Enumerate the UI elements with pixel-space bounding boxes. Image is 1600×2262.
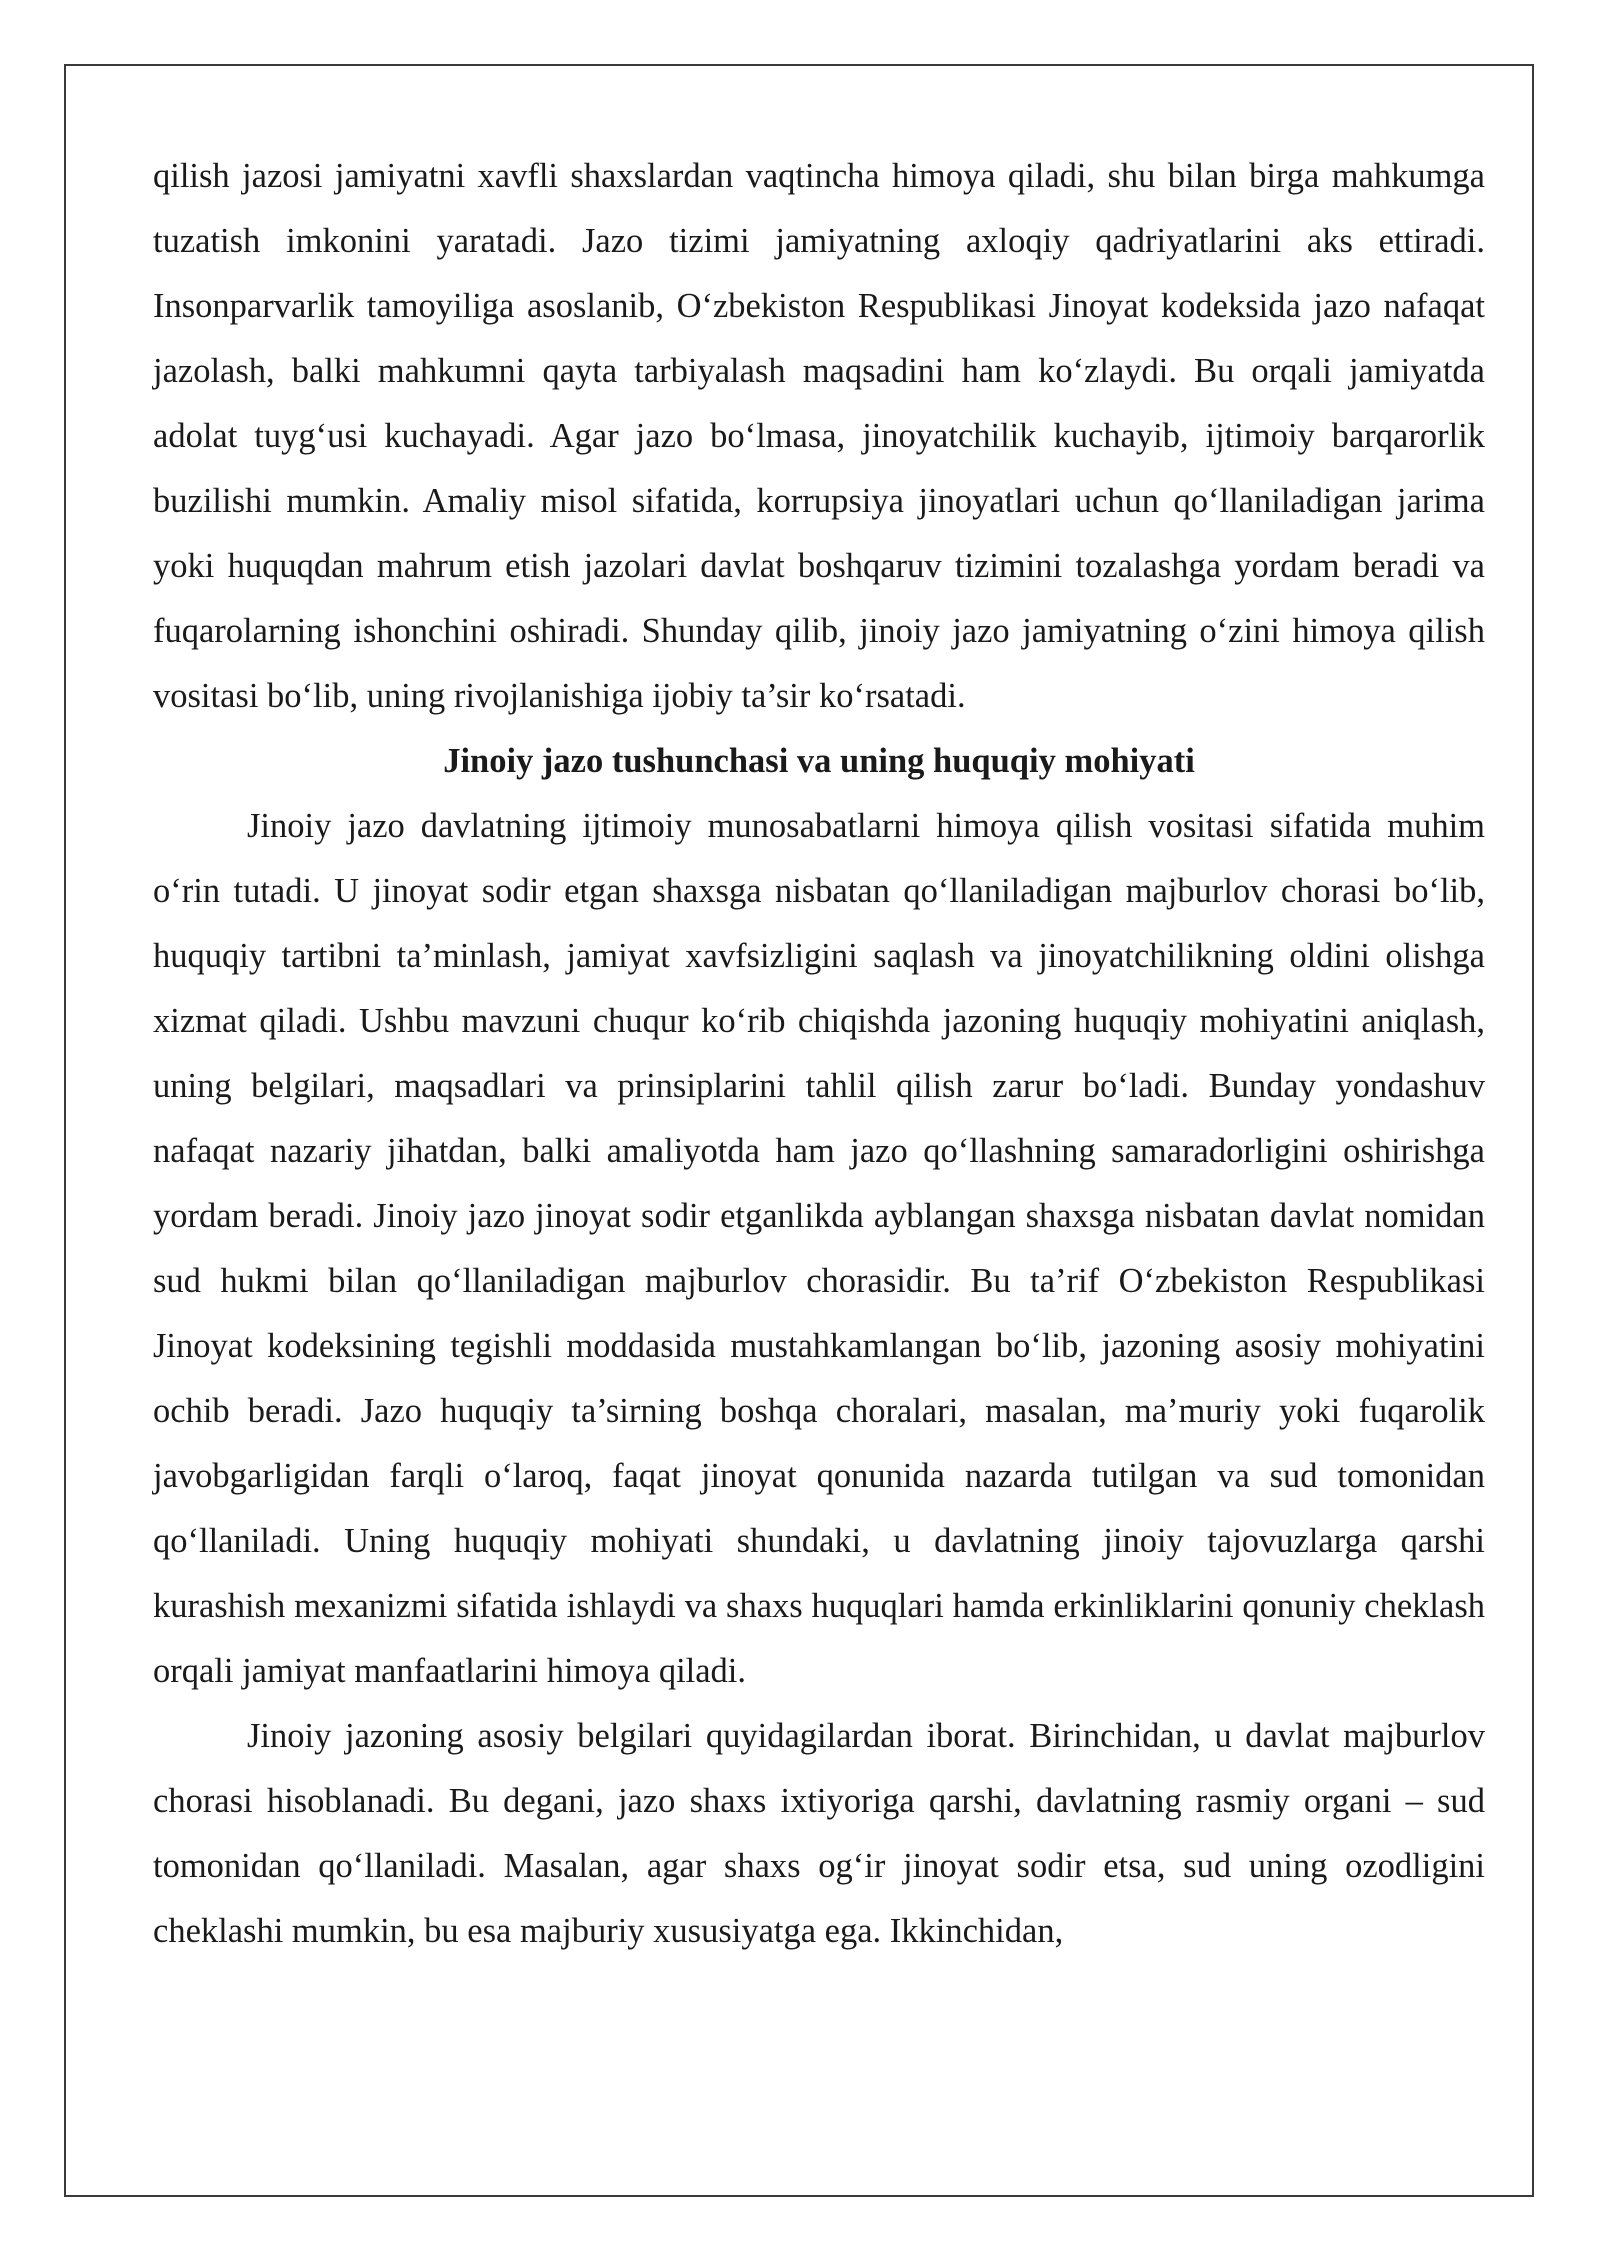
page-body (153, 144, 1485, 1964)
paragraph-definition: Jinoiy jazo davlatning ijtimoiy munosabatlarni himoya qilish vositasi sifatida muhim o‘rin tutadi. U jinoyat sodir etgan shaxsga nisbatan qo‘llaniladigan majburlov chorasi bo‘lib, huquqiy tartibni ta’minlash, jamiyat xavfsizligini saqlash va jinoyatchilikning oldini olishga xizmat qiladi. Ushbu mavzuni chuqur ko‘rib chiqishda jazoning huquqiy mohiyatini aniqlash, uning belgilari, maqsadlari va prinsiplarini tahlil qilish zarur bo‘ladi. Bunday yondashuv nafaqat nazariy jihatdan, balki amaliyotda ham jazo qo‘llashning samaradorligini oshirishga yordam beradi. Jinoiy jazo jinoyat sodir etganlikda ayblangan shaxsga nisbatan davlat nomidan sud hukmi bilan qo‘llaniladigan majburlov chorasidir. Bu ta’rif O‘zbekiston Respublikasi Jinoyat kodeksining tegishli moddasida mustahkamlangan bo‘lib, jazoning asosiy mohiyatini ochib beradi. Jazo huquqiy ta’sirning boshqa choralari, masalan, ma’muriy yoki fuqarolik javobgarligidan farqli o‘laroq, faqat jinoyat qonunida nazarda tutilgan va sud tomonidan qo‘llaniladi. Uning huquqiy mohiyati shundaki, u davlatning jinoiy tajovuzlarga qarshi kurashish mexanizmi sifatida ishlaydi va shaxs huquqlari hamda erkinliklarini qonuniy cheklash orqali jamiyat manfaatlarini himoya qiladi. (153, 807, 1485, 1690)
paragraph-features: Jinoiy jazoning asosiy belgilari quyidagilardan iborat. Birinchidan, u davlat majburlov chorasi hisoblanadi. Bu degani, jazo shaxs ixtiyoriga qarshi, davlatning rasmiy organi – sud tomonidan qo‘llaniladi. Masalan, agar shaxs og‘ir jinoyat sodir etsa, sud uning ozodligini cheklashi mumkin, bu esa majburiy xususiyatga ega. Ikkinchidan, (153, 1717, 1485, 1950)
section-heading: Jinoiy jazo tushunchasi va uning huquqiy mohiyati (443, 742, 1195, 780)
paragraph-continuation: qilish jazosi jamiyatni xavfli shaxslardan vaqtincha himoya qiladi, shu bilan birga mahkumga tuzatish imkonini yaratadi. Jazo tizimi jamiyatning axloqiy qadriyatlarini aks ettiradi. Insonparvarlik tamoyiliga asoslanib, O‘zbekiston Respublikasi Jinoyat kodeksida jazo nafaqat jazolash, balki mahkumni qayta tarbiyalash maqsadini ham ko‘zlaydi. Bu orqali jamiyatda adolat tuyg‘usi kuchayadi. Agar jazo bo‘lmasa, jinoyatchilik kuchayib, ijtimoiy barqarorlik buzilishi mumkin. Amaliy misol sifatida, korrupsiya jinoyatlari uchun qo‘llaniladigan jarima yoki huquqdan mahrum etish jazolari davlat boshqaruv tizimini tozalashga yordam beradi va fuqarolarning ishonchini oshiradi. Shunday qilib, jinoiy jazo jamiyatning o‘zini himoya qilish vositasi bo‘lib, uning rivojlanishiga ijobiy ta’sir ko‘rsatadi. (153, 157, 1485, 715)
